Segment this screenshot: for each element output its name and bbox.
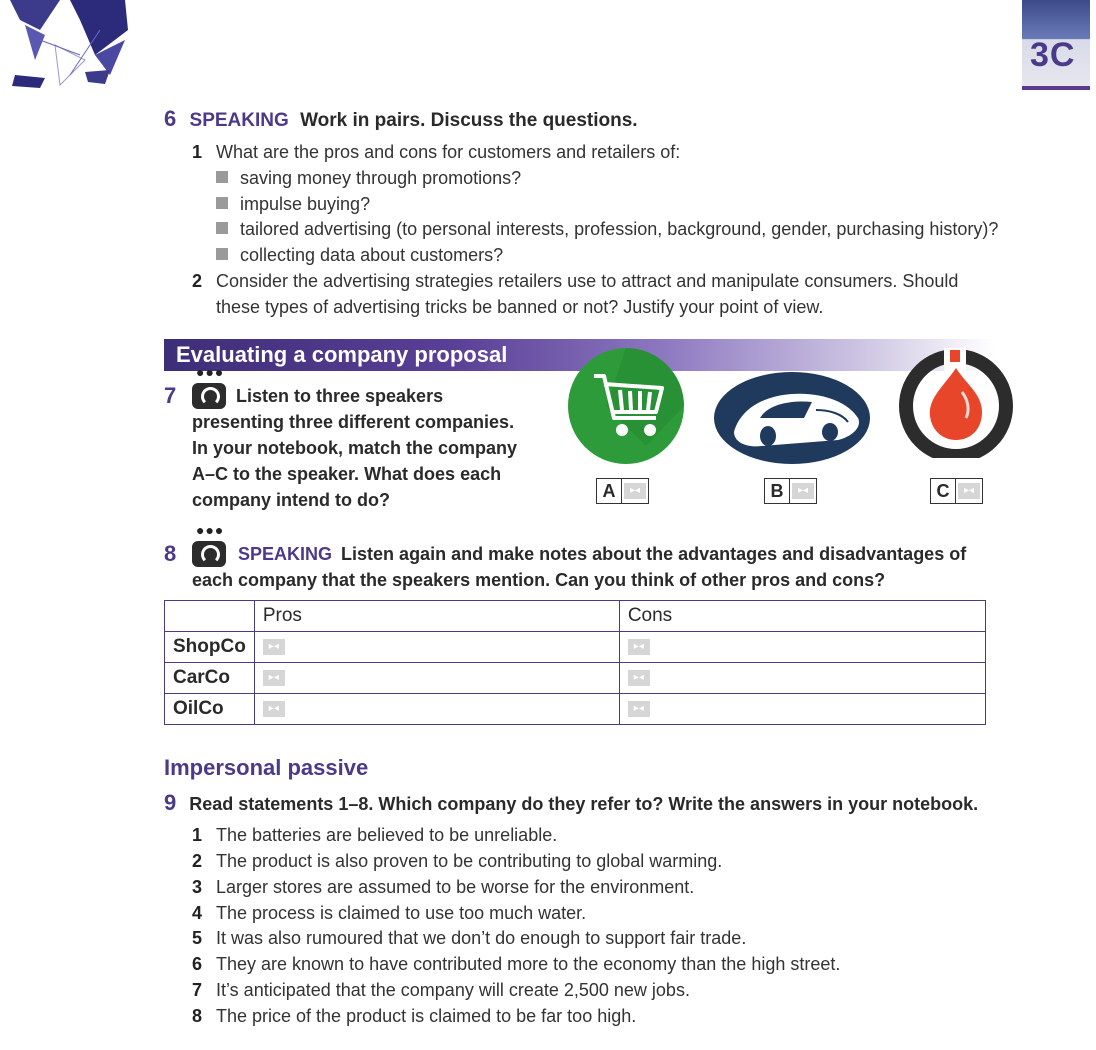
input-field-icon: ▸◂	[263, 639, 285, 655]
input-field-icon: ▸◂	[628, 701, 650, 717]
bullet-icon	[216, 171, 228, 183]
q6-heading	[164, 106, 638, 134]
q8-number: 8	[164, 541, 177, 566]
input-field-icon: ▸◂	[628, 639, 650, 655]
q8-line-1: SPEAKING Listen again and make notes about the advantages and disadvantages of	[238, 544, 967, 564]
q6-item-2-cont: these types of advertising tricks be banned or not? Justify your point of view.	[216, 297, 824, 317]
list-item: 2 The product is also proven to be contributing to global warming.	[192, 851, 723, 871]
q8-label: SPEAKING	[238, 544, 333, 564]
q9-number: 9	[164, 790, 177, 815]
row-label: CarCo	[165, 663, 255, 694]
oilco-logo	[894, 346, 1018, 458]
audio-dots: ●●●	[196, 364, 225, 380]
answer-box-a[interactable]: A ▸◂	[596, 478, 649, 504]
row-label: ShopCo	[165, 632, 255, 663]
q6-item-1: 1 What are the pros and cons for customers and retailers of:	[192, 142, 681, 162]
input-field-icon: ▸◂	[958, 483, 980, 499]
list-item: 8 The price of the product is claimed to be far too high.	[192, 1006, 637, 1026]
pros-cons-table	[164, 600, 986, 725]
cons-input-cell[interactable]	[619, 694, 985, 725]
unit-label: 3C	[1030, 36, 1076, 74]
q7-line-4: A–C to the speaker. What does each	[192, 464, 502, 484]
section-heading: Impersonal passive	[164, 755, 369, 780]
q7-line-2: presenting three different companies.	[192, 412, 515, 432]
section-title: Evaluating a company proposal	[176, 342, 508, 367]
list-item: 4 The process is claimed to use too much water.	[192, 903, 587, 923]
table-row	[165, 694, 986, 725]
q7-number: 7	[164, 383, 177, 408]
corner-decoration	[0, 0, 140, 95]
q6-bullet: tailored advertising (to personal interests, profession, background, gender, purchasing history)?	[216, 216, 998, 242]
headphones-icon[interactable]	[192, 383, 226, 409]
list-item: 7 It’s anticipated that the company will create 2,500 new jobs.	[192, 980, 690, 1000]
bullet-icon	[216, 222, 228, 234]
q6-instruction: Work in pairs. Discuss the questions.	[300, 110, 638, 131]
q6-item-2: 2 Consider the advertising strategies retailers use to attract and manipulate consumers. Should	[192, 271, 959, 291]
q8-audio-button[interactable]	[192, 541, 226, 567]
answer-box-c[interactable]: C ▸◂	[930, 478, 983, 504]
table-row	[165, 663, 986, 694]
cons-header: Cons	[619, 601, 985, 632]
input-field-icon: ▸◂	[263, 701, 285, 717]
input-field-icon: ▸◂	[263, 670, 285, 686]
q9-instruction: Read statements 1–8. Which company do they refer to? Write the answers in your notebook.	[189, 794, 979, 814]
input-field-icon: ▸◂	[792, 483, 814, 499]
q7-line-1: Listen to three speakers	[236, 386, 444, 406]
q8-line-2: each company that the speakers mention. Can you think of other pros and cons?	[192, 570, 886, 590]
q6-bullet: saving money through promotions?	[216, 165, 521, 191]
cons-input-cell[interactable]	[619, 663, 985, 694]
q6-bullet: collecting data about customers?	[216, 242, 503, 268]
q6-bullet: impulse buying?	[216, 191, 370, 217]
q7-line-3: In your notebook, match the company	[192, 438, 518, 458]
answer-box-b[interactable]: B ▸◂	[764, 478, 817, 504]
bullet-icon	[216, 248, 228, 260]
q7-audio-button[interactable]	[192, 383, 226, 409]
pros-input-cell[interactable]	[254, 663, 619, 694]
list-item: 3 Larger stores are assumed to be worse for the environment.	[192, 877, 695, 897]
list-item: 1 The batteries are believed to be unreliable.	[192, 825, 558, 845]
q7-line-5: company intend to do?	[192, 490, 390, 510]
pros-input-cell[interactable]	[254, 694, 619, 725]
q6-label: SPEAKING	[189, 110, 289, 131]
list-item: 6 They are known to have contributed more to the economy than the high street.	[192, 954, 841, 974]
input-field-icon: ▸◂	[628, 670, 650, 686]
input-field-icon: ▸◂	[624, 483, 646, 499]
pros-header: Pros	[254, 601, 619, 632]
bullet-icon	[216, 197, 228, 209]
row-label: OilCo	[165, 694, 255, 725]
pros-input-cell[interactable]	[254, 632, 619, 663]
q6-number: 6	[164, 106, 177, 131]
list-item: 5 It was also rumoured that we don’t do enough to support fair trade.	[192, 928, 747, 948]
audio-dots: ●●●	[196, 522, 225, 538]
shopco-logo	[566, 346, 686, 466]
table-row	[165, 632, 986, 663]
table-header-row	[165, 601, 986, 632]
q9-heading	[164, 790, 978, 817]
cons-input-cell[interactable]	[619, 632, 985, 663]
headphones-icon[interactable]	[192, 541, 226, 567]
carco-logo	[712, 370, 872, 470]
